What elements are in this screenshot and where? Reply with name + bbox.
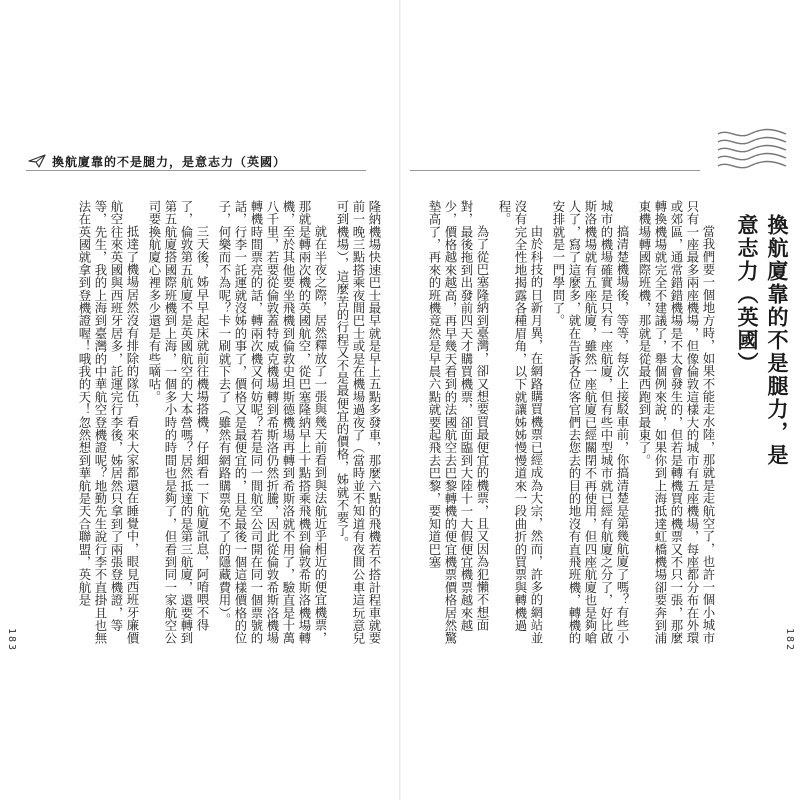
paper-plane-icon <box>28 154 46 168</box>
paragraph: 抵達了機場居然沒有排除的隊伍，看來大家都還在睡覺中，眼見西班牙廉價航空往來英國與西班牙居多，託運完行李後，姊居然只拿到了兩張登機證，等等，先生，我的上海到臺灣的中華航空登機證呢？地勤先生說行李不直掛且也無法在英國就拿到登機證喔！哦我的天！忽然想到華航是天合聯盟，英航是 <box>77 200 140 645</box>
paragraph: 搞清楚機場後，等等，每次上接駁車前，你搞清楚是第幾航廈了嗎？有些小城市的機場確實是只有一座航廈，但有些中型城市就已經有航廈之分了，好比啟斯洛機場就有五座航廈，雖然一座航廈已經關閉不再使用，但四座航廈也是夠嗆人了，寫了這麼多，就在告訴各位客官們去您去的目的地沒有直飛班機，轉機的安排就是一門學問了。 <box>551 200 630 645</box>
header-rule-left <box>26 170 366 171</box>
paragraph: 就在半夜之際，居然釋放了一張與幾天前看到與法航近乎相近的便宜機票，那就是轉兩次機的英國航空，從巴塞隆納早上十點搭乘飛機到倫敦希斯洛機場轉機，至於其他要坐飛機到倫敦史坦斯德機場再轉到希斯洛就不用了，驗直是十萬八千里，若要從倫敦蓋特威克機場轉到希斯洛仍然折騰，因此從倫敦希斯洛機場轉機時間票亮的話，轉兩次機又何妨呢？若是同一間航空公司開在同一個票號的話，行李一託運就沒姊的事了，價格又是最便宜的，且是最後一個這樣價格的位子，何樂而不為呢？卡一刷就下去了（雖然有網路購票免不了的隱藏費用）。 <box>217 200 328 645</box>
left-page-body <box>30 200 382 652</box>
page-number-right: 182 <box>784 628 795 653</box>
running-header-title: 換航廈靠的不是腿力，是意志力（英國） <box>52 154 287 169</box>
paragraph: 隆納機場快速巴士最早就是早上五點多發車，那麼六點的飛機若不搭計程車就要前一晚三點搭乘夜間巴士或是在機場過夜了（當時並不知道有夜間公車這玩意兒可到機場），這麼苦的行程又不是最便宜的價格，姊就不要了。 <box>335 200 382 645</box>
page-gutter <box>399 0 401 800</box>
paragraph: 三天後，姊早早起床就前往機場搭機，仔細看一下航廈訊息，阿唷喂不得了，倫敦第五航廈不是英國航空的大本營嗎？居然抵達的是第三航廈，還要轉到第五航廈搭國際班機到上海，一個多小時的時間也是夠了，但看到同一家航空公司要換航廈心裡多少還是有些嘀咕。 <box>147 200 210 645</box>
paragraph: 當我們要一個地方時，如果不能走水陸，那就是走航空了，也許一個小城市只有一座最多兩座機場，但像倫敦這樣大的城市有五座機場，每座都分布在外環或郊區，通常錯錯機場是不太會發生的，但若是轉機買的機票又不只一張，那麼轉換機場就完全不建議了，舉個例來說，如果你到上海抵達虹橋機場卻要奔到浦東機場轉國際班機，那就是從最西跑到最東了。 <box>637 200 716 645</box>
page-number-left: 183 <box>6 628 17 653</box>
postmark-wave-icon <box>716 124 788 176</box>
chapter-heading: 換航廈靠的不是腿力，是意志力（英國） <box>735 214 790 467</box>
paragraph: 由於科技的日新月異，在網路購買機票已經成為大宗，然而，許多的網站並沒有完全性地揭露各種眉角，以下就讓姊姊慢慢道來一段曲折的買票與轉機過程。 <box>497 200 544 644</box>
right-page-body <box>416 200 716 652</box>
running-header <box>28 150 286 172</box>
paragraph: 為了從巴塞隆納到臺灣，卻又想要買最便宜的機票，且又因為犯懶不想面對，最後拖到出發前四天才購買機票，卻面臨到大陸十一大假便宜機票越來越少，價格越來越高，再早幾天看到的法國航空去巴黎轉機的便宜機票價格居然驚墊高了，再來的班機竟然是早晨六點就要起飛去巴黎，要知道巴塞 <box>427 200 490 645</box>
header-rule-right <box>410 170 700 171</box>
